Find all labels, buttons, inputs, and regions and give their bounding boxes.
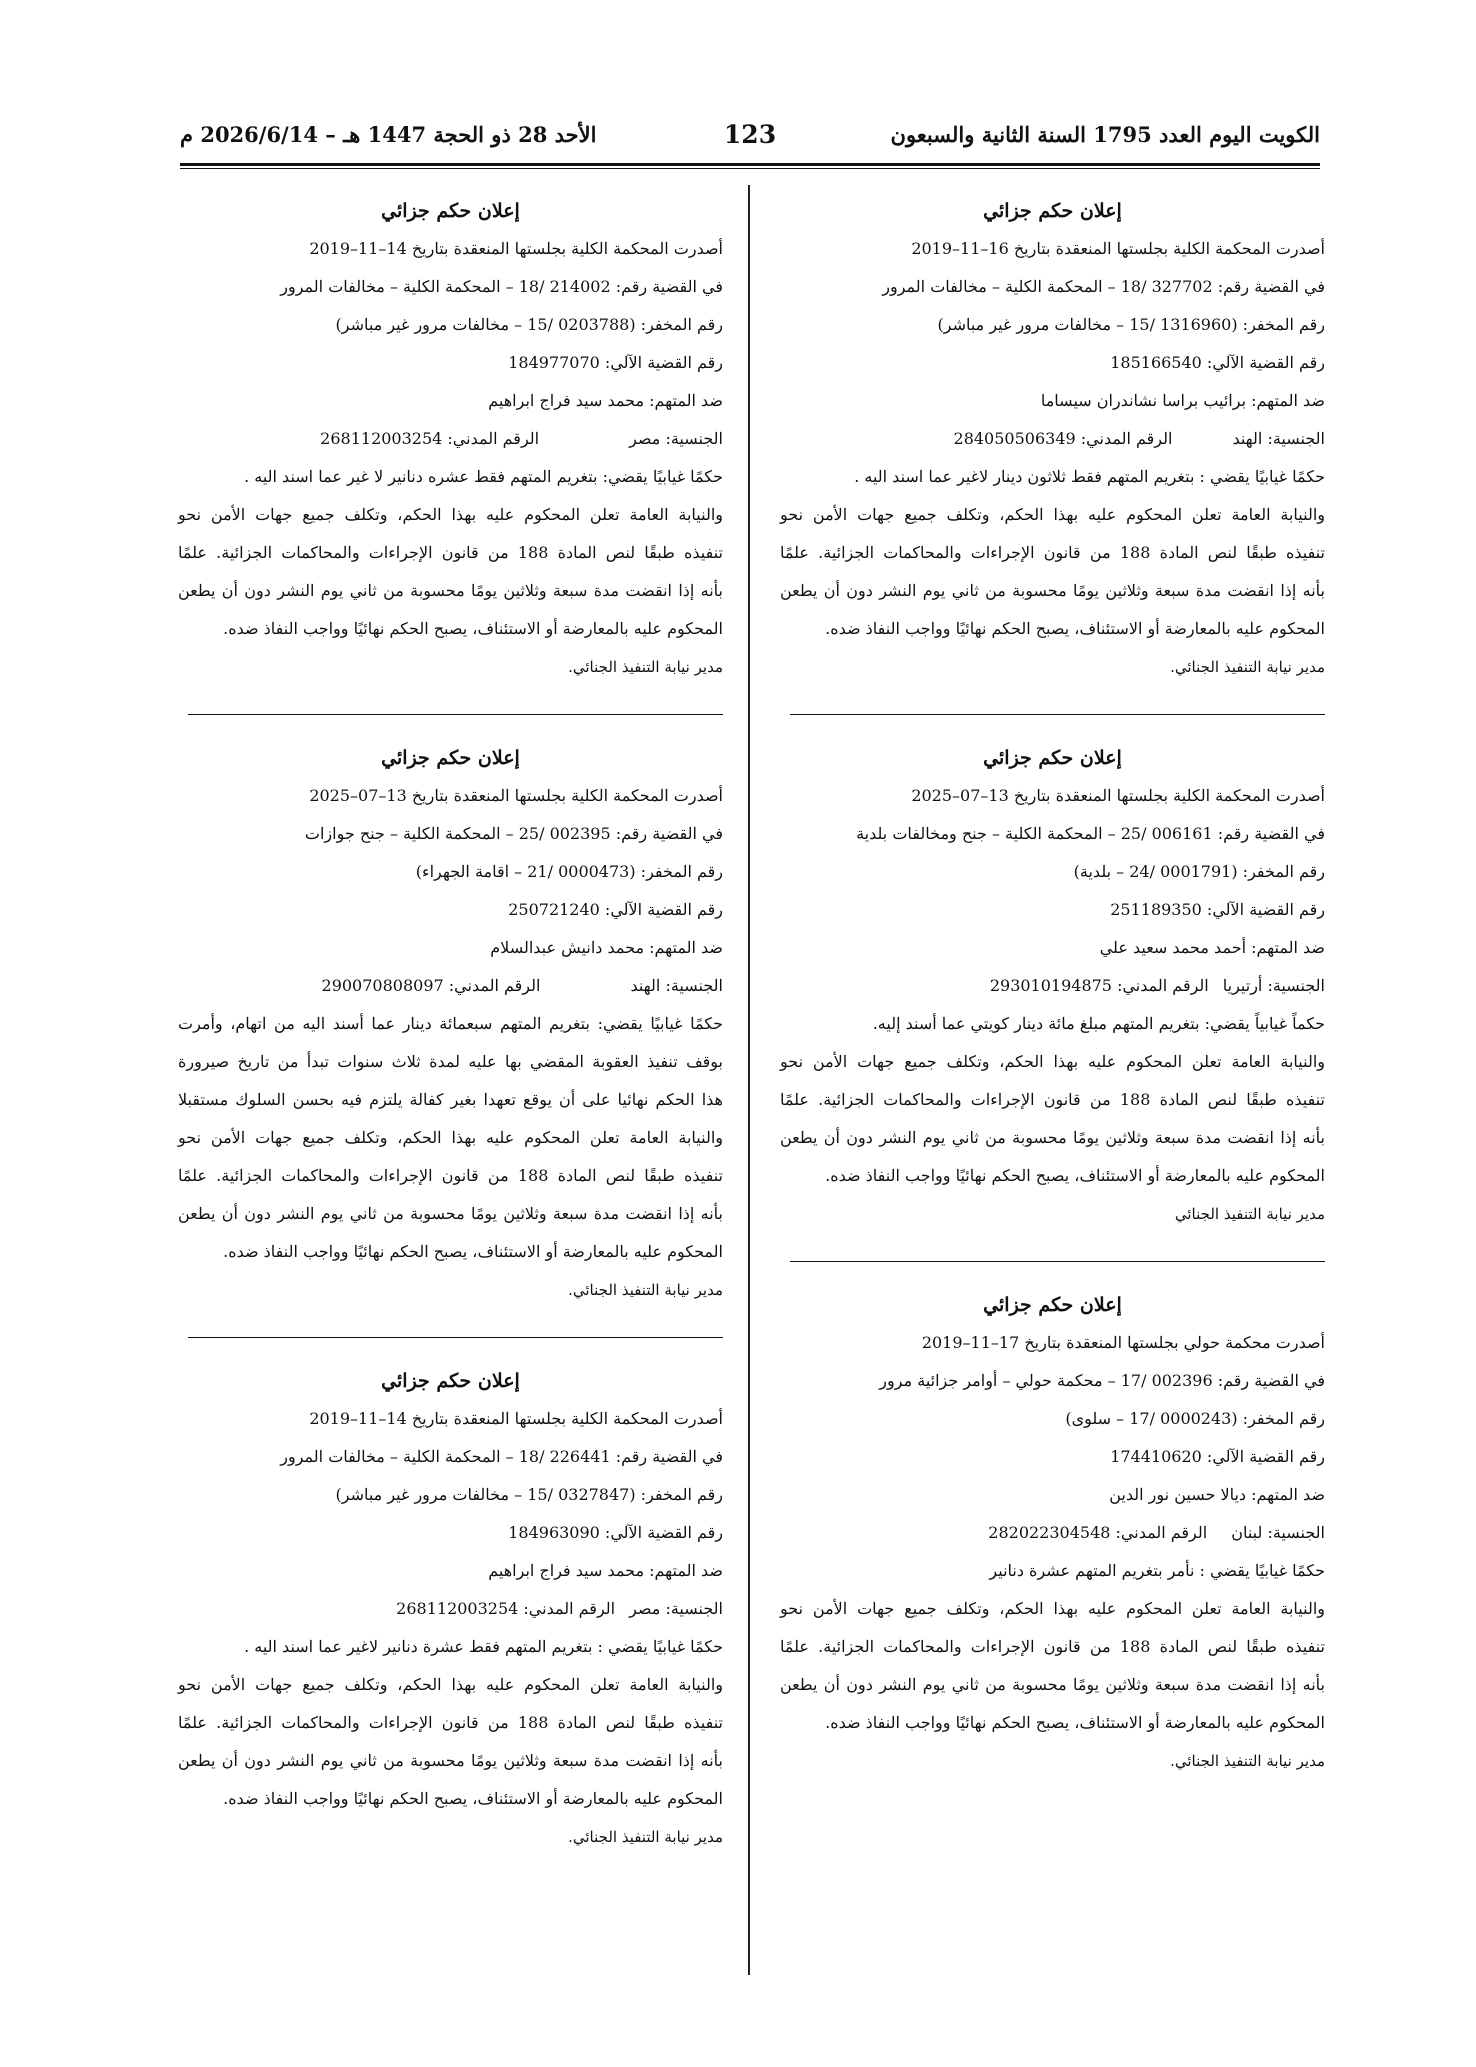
- notice-title: إعلان حكم جزائي: [381, 1370, 520, 1392]
- body-line: والنيابة العامة تعلن المحكوم عليه بهذا الحكم، وتكلف جميع جهات الأمن نحو: [780, 505, 1325, 524]
- notice-separator: [188, 1337, 723, 1338]
- auto-case-line: رقم القضية الآلي: 251189350: [1110, 900, 1325, 919]
- civil-id: الرقم المدني: 290070808097: [321, 976, 541, 995]
- registry-line: رقم المخفر: (0000243 /17 – سلوى): [1065, 1409, 1325, 1428]
- column-divider: [748, 185, 750, 1975]
- verdict-line: بوقف تنفيذ العقوبة المقضي بها عليه لمدة ثلاث سنوات تبدأ من تاريخ صيرورة: [178, 1052, 723, 1071]
- body-line: بأنه إذا انقضت مدة سبعة وثلاثين يومًا محسوبة من ثاني يوم النشر دون أن يطعن: [780, 1128, 1325, 1147]
- notice-title: إعلان حكم جزائي: [983, 200, 1122, 222]
- nationality-line: [780, 420, 1325, 458]
- registry-line: رقم المخفر: (1316960 /15 – مخالفات مرور غير مباشر): [937, 315, 1325, 334]
- body-line: تنفيذه طبقًا لنص المادة 188 من قانون الإجراءات والمحاكمات الجزائية. علمًا: [780, 543, 1325, 562]
- notice-body: [780, 1552, 1325, 1742]
- verdict-line: حكمًا غيابيًا يقضي : بتغريم المتهم فقط عشرة دنانير لاغير عما اسند اليه .: [244, 1637, 723, 1656]
- registry-line: رقم المخفر: (0000473 /21 – اقامة الجهراء): [415, 862, 723, 881]
- gazette-issue: الكويت اليوم العدد 1795 السنة الثانية والسبعون: [890, 122, 1320, 147]
- registry-line: رقم المخفر: (0203788 /15 – مخالفات مرور غير مباشر): [335, 315, 723, 334]
- case-line: في القضية رقم: 327702 /18 – المحكمة الكلية – مخالفات المرور: [882, 277, 1325, 296]
- verdict-line: هذا الحكم نهائيا على أن يوقع تعهدا بغير كفالة يلتزم فيه بحسن السلوك مستقبلا: [178, 1090, 723, 1109]
- issued-line: أصدرت المحكمة الكلية بجلستها المنعقدة بتاريخ 14–11–2019: [309, 239, 723, 258]
- auto-case-line: رقم القضية الآلي: 184963090: [508, 1523, 723, 1542]
- notice-body: [178, 458, 723, 648]
- body-line: والنيابة العامة تعلن المحكوم عليه بهذا الحكم، وتكلف جميع جهات الأمن نحو: [780, 1052, 1325, 1071]
- header-rule: [180, 163, 1320, 166]
- issued-line: أصدرت المحكمة الكلية بجلستها المنعقدة بتاريخ 14–11–2019: [309, 1409, 723, 1428]
- notice: [178, 192, 723, 686]
- body-line: المحكوم عليه بالمعارضة أو الاستئناف، يصبح الحكم نهائيًا وواجب النفاذ ضده.: [825, 1166, 1325, 1185]
- body-line: المحكوم عليه بالمعارضة أو الاستئناف، يصبح الحكم نهائيًا وواجب النفاذ ضده.: [223, 1789, 723, 1808]
- body-line: بأنه إذا انقضت مدة سبعة وثلاثين يومًا محسوبة من ثاني يوم النشر دون أن يطعن: [178, 581, 723, 600]
- case-line: في القضية رقم: 002395 /25 – المحكمة الكلية – جنح جوازات: [304, 824, 723, 843]
- issue-date: الأحد 28 ذو الحجة 1447 هـ – 2026/6/14 م: [180, 122, 597, 147]
- notice-body: [178, 1628, 723, 1818]
- body-line: تنفيذه طبقًا لنص المادة 188 من قانون الإجراءات والمحاكمات الجزائية. علمًا: [178, 1166, 723, 1185]
- notice-body: [780, 458, 1325, 648]
- auto-case-line: رقم القضية الآلي: 184977070: [508, 353, 723, 372]
- verdict-line: حكماً غيابياً يقضي: بتغريم المتهم مبلغ مائة دينار كويتي عما أسند إليه.: [872, 1014, 1325, 1033]
- signature: مدير نيابة التنفيذ الجنائي.: [568, 1281, 723, 1299]
- notice-separator: [188, 714, 723, 715]
- nationality-line: [178, 967, 723, 1005]
- issued-line: أصدرت محكمة حولي بجلستها المنعقدة بتاريخ 17–11–2019: [921, 1333, 1325, 1352]
- nationality-line: [178, 420, 723, 458]
- nationality-line: [780, 1514, 1325, 1552]
- notice: [780, 739, 1325, 1233]
- notice-title: إعلان حكم جزائي: [381, 747, 520, 769]
- notice: [780, 1286, 1325, 1780]
- issued-line: أصدرت المحكمة الكلية بجلستها المنعقدة بتاريخ 13–07–2025: [911, 786, 1325, 805]
- notice: [178, 1362, 723, 1856]
- auto-case-line: رقم القضية الآلي: 185166540: [1110, 353, 1325, 372]
- body-line: تنفيذه طبقًا لنص المادة 188 من قانون الإجراءات والمحاكمات الجزائية. علمًا: [178, 1713, 723, 1732]
- header-rule-thin: [180, 168, 1320, 169]
- body-line: والنيابة العامة تعلن المحكوم عليه بهذا الحكم، وتكلف جميع جهات الأمن نحو: [178, 1675, 723, 1694]
- body-line: والنيابة العامة تعلن المحكوم عليه بهذا الحكم، وتكلف جميع جهات الأمن نحو: [178, 505, 723, 524]
- nationality-line: [178, 1590, 723, 1628]
- notice-title: إعلان حكم جزائي: [381, 200, 520, 222]
- body-line: بأنه إذا انقضت مدة سبعة وثلاثين يومًا محسوبة من ثاني يوم النشر دون أن يطعن: [178, 1204, 723, 1223]
- civil-id: الرقم المدني: 268112003254: [320, 429, 540, 448]
- notice-title: إعلان حكم جزائي: [983, 747, 1122, 769]
- signature: مدير نيابة التنفيذ الجنائي.: [568, 1828, 723, 1846]
- registry-line: رقم المخفر: (0001791 /24 – بلدية): [1073, 862, 1325, 881]
- auto-case-line: رقم القضية الآلي: 250721240: [508, 900, 723, 919]
- notice: [780, 192, 1325, 686]
- right-column: [780, 192, 1325, 1780]
- accused-line: ضد المتهم: أحمد محمد سعيد علي: [1099, 938, 1325, 957]
- nationality: الجنسية: أرتيريا: [1222, 976, 1325, 995]
- case-line: في القضية رقم: 006161 /25 – المحكمة الكلية – جنح ومخالفات بلدية: [856, 824, 1325, 843]
- case-line: في القضية رقم: 226441 /18 – المحكمة الكلية – مخالفات المرور: [280, 1447, 723, 1466]
- left-column: [178, 192, 723, 1856]
- notice-body: [780, 1005, 1325, 1195]
- nationality: الجنسية: الهند: [630, 976, 723, 995]
- body-line: بأنه إذا انقضت مدة سبعة وثلاثين يومًا محسوبة من ثاني يوم النشر دون أن يطعن: [780, 1675, 1325, 1694]
- issued-line: أصدرت المحكمة الكلية بجلستها المنعقدة بتاريخ 13–07–2025: [309, 786, 723, 805]
- accused-line: ضد المتهم: محمد دانيش عبدالسلام: [490, 938, 723, 957]
- case-line: في القضية رقم: 002396 /17 – محكمة حولي – أوامر جزائية مرور: [879, 1371, 1325, 1390]
- notice-separator: [790, 1261, 1325, 1262]
- body-line: المحكوم عليه بالمعارضة أو الاستئناف، يصبح الحكم نهائيًا وواجب النفاذ ضده.: [223, 619, 723, 638]
- notice-separator: [790, 714, 1325, 715]
- accused-line: ضد المتهم: برائيب براسا نشاندران سيساما: [1040, 391, 1325, 410]
- signature: مدير نيابة التنفيذ الجنائي.: [1170, 1752, 1325, 1770]
- civil-id: الرقم المدني: 282022304548: [988, 1523, 1208, 1542]
- accused-line: ضد المتهم: ديالا حسين نور الدين: [1109, 1485, 1325, 1504]
- nationality-line: [780, 967, 1325, 1005]
- civil-id: الرقم المدني: 284050506349: [953, 429, 1173, 448]
- registry-line: رقم المخفر: (0327847 /15 – مخالفات مرور غير مباشر): [335, 1485, 723, 1504]
- body-line: المحكوم عليه بالمعارضة أو الاستئناف، يصبح الحكم نهائيًا وواجب النفاذ ضده.: [223, 1242, 723, 1261]
- body-line: تنفيذه طبقًا لنص المادة 188 من قانون الإجراءات والمحاكمات الجزائية. علمًا: [780, 1090, 1325, 1109]
- nationality: الجنسية: مصر: [629, 429, 723, 448]
- body-line: تنفيذه طبقًا لنص المادة 188 من قانون الإجراءات والمحاكمات الجزائية. علمًا: [178, 543, 723, 562]
- verdict-line: حكمًا غيابيًا يقضي : بتغريم المتهم فقط ثلاثون دينار لاغير عما اسند اليه .: [854, 467, 1325, 486]
- body-line: والنيابة العامة تعلن المحكوم عليه بهذا الحكم، وتكلف جميع جهات الأمن نحو: [780, 1599, 1325, 1618]
- notice: [178, 739, 723, 1309]
- verdict-line: حكمًا غيابيًا يقضي : نأمر بتغريم المتهم عشرة دنانير: [989, 1561, 1325, 1580]
- notice-body: [178, 1005, 723, 1271]
- body-line: بأنه إذا انقضت مدة سبعة وثلاثين يومًا محسوبة من ثاني يوم النشر دون أن يطعن: [780, 581, 1325, 600]
- accused-line: ضد المتهم: محمد سيد فراج ابراهيم: [488, 391, 723, 410]
- body-line: تنفيذه طبقًا لنص المادة 188 من قانون الإجراءات والمحاكمات الجزائية. علمًا: [780, 1637, 1325, 1656]
- signature: مدير نيابة التنفيذ الجنائي.: [568, 658, 723, 676]
- verdict-line: حكمًا غيابيًا يقضي: بتغريم المتهم سبعمائة دينار عما أسند اليه من اتهام، وأمرت: [178, 1014, 723, 1033]
- civil-id: الرقم المدني: 293010194875: [989, 976, 1209, 995]
- civil-id: الرقم المدني: 268112003254: [396, 1599, 616, 1618]
- signature: مدير نيابة التنفيذ الجنائي: [1174, 1205, 1325, 1223]
- auto-case-line: رقم القضية الآلي: 174410620: [1110, 1447, 1325, 1466]
- nationality: الجنسية: الهند: [1232, 429, 1325, 448]
- accused-line: ضد المتهم: محمد سيد فراج ابراهيم: [488, 1561, 723, 1580]
- nationality: الجنسية: مصر: [629, 1599, 723, 1618]
- body-line: والنيابة العامة تعلن المحكوم عليه بهذا الحكم، وتكلف جميع جهات الأمن نحو: [178, 1128, 723, 1147]
- body-line: بأنه إذا انقضت مدة سبعة وثلاثين يومًا محسوبة من ثاني يوم النشر دون أن يطعن: [178, 1751, 723, 1770]
- body-line: المحكوم عليه بالمعارضة أو الاستئناف، يصبح الحكم نهائيًا وواجب النفاذ ضده.: [825, 619, 1325, 638]
- issued-line: أصدرت المحكمة الكلية بجلستها المنعقدة بتاريخ 16–11–2019: [911, 239, 1325, 258]
- body-line: المحكوم عليه بالمعارضة أو الاستئناف، يصبح الحكم نهائيًا وواجب النفاذ ضده.: [825, 1713, 1325, 1732]
- signature: مدير نيابة التنفيذ الجنائي.: [1170, 658, 1325, 676]
- case-line: في القضية رقم: 214002 /18 – المحكمة الكلية – مخالفات المرور: [280, 277, 723, 296]
- page-header: [180, 122, 1320, 164]
- notice-title: إعلان حكم جزائي: [983, 1294, 1122, 1316]
- nationality: الجنسية: لبنان: [1231, 1523, 1325, 1542]
- verdict-line: حكمًا غيابيًا يقضي: بتغريم المتهم فقط عشره دنانير لا غير عما اسند اليه .: [244, 467, 723, 486]
- page-number: 123: [723, 120, 777, 149]
